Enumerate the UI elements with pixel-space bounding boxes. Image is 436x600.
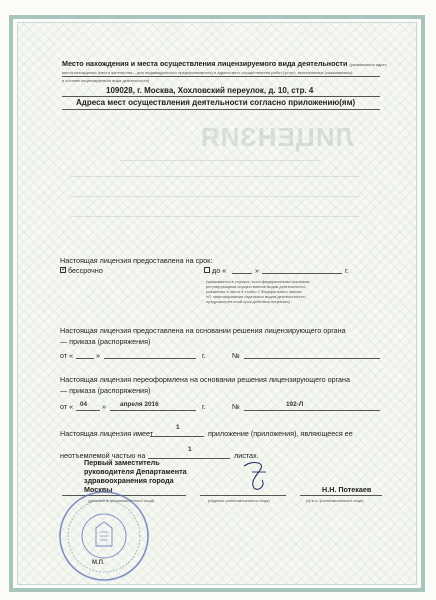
validity-note-line: (указывается в случаях, если федеральными законами, xyxy=(206,279,311,284)
check-mark-icon: ✓ xyxy=(61,266,67,273)
underline xyxy=(62,109,380,110)
attachments-count-value: 1 xyxy=(176,424,180,431)
indefinite-label: бессрочно xyxy=(68,266,103,275)
until-quote-close: » xyxy=(255,266,259,275)
bleed-through-line xyxy=(120,160,320,161)
until-year-label: г. xyxy=(345,266,349,275)
name-caption: (ф.и.о. уполномоченного лица) xyxy=(306,498,364,503)
bleed-through-line xyxy=(70,196,360,197)
attachments-suffix: приложение (приложения), являющееся ее xyxy=(208,429,353,438)
signatory-position-line: Первый заместитель xyxy=(84,458,160,467)
reissue-from-label: от « xyxy=(60,402,74,411)
until-label: до « xyxy=(212,266,227,275)
basis-line-2: — приказа (распоряжения) xyxy=(60,337,151,346)
registered-address: 109028, г. Москва, Хохловский переулок, д. 10, стр. 4 xyxy=(106,86,314,95)
until-checkbox xyxy=(204,267,210,273)
indefinite-checkbox xyxy=(60,267,66,273)
signature-caption: (подпись уполномоченного лица) xyxy=(208,498,270,503)
attachments-sheets-value: 1 xyxy=(188,446,192,453)
attachments-count-blank xyxy=(150,436,204,437)
basis-day-blank xyxy=(76,358,94,359)
validity-note-line: предусмотрен иной срок действия лицензии) xyxy=(206,299,290,304)
validity-note-line: регулирующими осуществление видов деятельности, xyxy=(206,284,306,289)
attachments-sheets-blank xyxy=(148,458,230,459)
reissue-quote-close: » xyxy=(102,402,106,411)
signatory-position-line: здравоохранения города xyxy=(84,476,174,485)
activity-addresses-note: Адреса мест осуществления деятельности согласно приложению(ям) xyxy=(76,98,356,107)
signatory-name: Н.Н. Потекаев xyxy=(322,485,372,494)
until-day-blank xyxy=(232,273,252,274)
bleed-through-line xyxy=(70,176,360,177)
signature-underline xyxy=(200,495,286,496)
reissue-day-blank xyxy=(76,410,100,411)
reissue-day-value: 04 xyxy=(80,401,88,408)
stamp-mark-label: М.П. xyxy=(92,560,105,566)
location-note: в составе лицензируемого вида деятельности) xyxy=(62,78,150,83)
reissue-number-label: № xyxy=(232,402,240,411)
signatory-position-line: Москвы xyxy=(84,485,113,494)
basis-line-1: Настоящая лицензия предоставлена на основании решения лицензирующего органа xyxy=(60,326,346,335)
validity-label: Настоящая лицензия предоставлена на срок: xyxy=(60,256,213,265)
validity-note-line: указанных в части 4 статьи 1 Федерального закона xyxy=(206,289,302,294)
basis-year-label: г. xyxy=(202,351,206,360)
reissue-line-2: — приказа (распоряжения) xyxy=(60,386,151,395)
reissue-year-label: г. xyxy=(202,402,206,411)
basis-month-blank xyxy=(104,358,196,359)
reissue-month-blank xyxy=(110,410,196,411)
reissue-month-year-value: апреля 2016 xyxy=(120,401,159,408)
position-caption: (должность уполномоченного лица) xyxy=(88,498,155,503)
location-note: места нахождения (места жительства – для индивидуального предпринимателя) и адреса мест осуществления работ (услуг), выполняемых (оказываемых) xyxy=(62,70,353,75)
underline xyxy=(62,76,380,77)
reissue-line-1: Настоящая лицензия переоформлена на основании решения лицензирующего органа xyxy=(60,375,350,384)
reissue-number-value: 192-Л xyxy=(286,401,304,408)
signature-mark xyxy=(236,458,276,494)
underline xyxy=(62,96,380,97)
basis-number-label: № xyxy=(232,351,240,360)
basis-quote-close: » xyxy=(96,351,100,360)
attachments-part-prefix: неотъемлемой частью на xyxy=(60,451,146,460)
attachments-prefix: Настоящая лицензия имеет xyxy=(60,429,154,438)
attachments-sheets-suffix: листах. xyxy=(234,451,259,460)
location-heading: Место нахождения и места осуществления лицензируемого вида деятельности (указываются адрес xyxy=(62,59,387,68)
official-stamp xyxy=(56,488,155,584)
reissue-number-blank xyxy=(244,410,380,411)
signatory-position-line: руководителя Департамента xyxy=(84,467,187,476)
basis-number-blank xyxy=(244,358,380,359)
name-underline xyxy=(300,495,382,496)
bleed-through-text: ЛИЦЕНЗИЯ xyxy=(200,122,354,152)
validity-note-line: «О лицензировании отдельных видов деятельности», xyxy=(206,294,307,299)
basis-from-label: от « xyxy=(60,351,74,360)
until-month-blank xyxy=(262,273,342,274)
bleed-through-line xyxy=(70,216,360,217)
